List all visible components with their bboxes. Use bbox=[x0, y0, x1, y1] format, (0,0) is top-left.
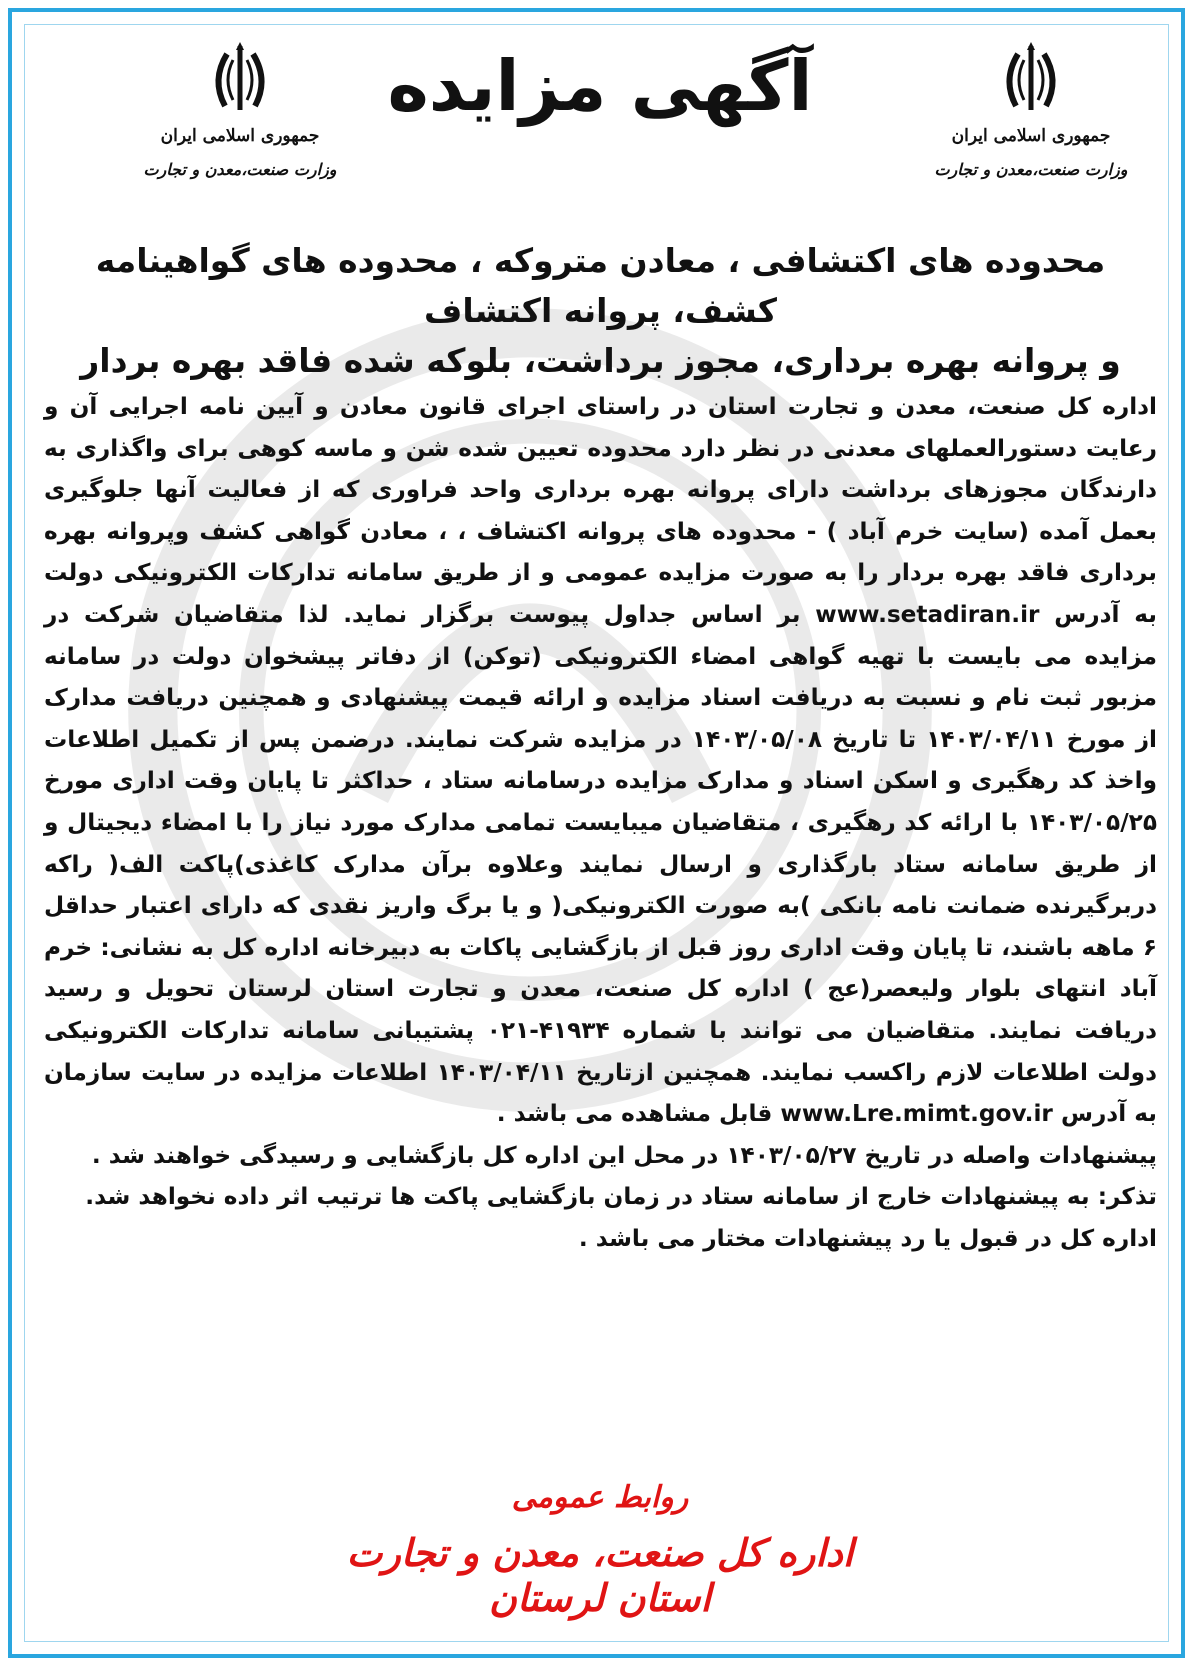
notice-subtitle bbox=[40, 236, 1161, 386]
emblem-right-line2: وزارت صنعت،معدن و تجارت bbox=[934, 160, 1128, 179]
body-paragraph-opening: پیشنهادات واصله در تاریخ ۱۴۰۳/۰۵/۲۷ در محل این اداره کل بازگشایی و رسیدگی خواهند شد . bbox=[91, 1141, 1157, 1169]
signature-public-relations: روابط عمومی bbox=[511, 1480, 689, 1515]
notice-body bbox=[44, 386, 1157, 1259]
emblem-right-line1: جمهوری اسلامی ایران bbox=[951, 126, 1111, 146]
body-paragraph-main bbox=[44, 386, 1157, 1135]
emblem-block-right bbox=[921, 40, 1141, 179]
page-title: آگهی مزایده bbox=[387, 45, 813, 127]
body-paragraph-notice: تذکر: به پیشنهادات خارج از سامانه ستاد در زمان بازگشایی پاکت ها ترتیب اثر داده نخواهد شد. bbox=[85, 1183, 1157, 1211]
iran-emblem-icon bbox=[205, 40, 275, 120]
iran-emblem-icon bbox=[996, 40, 1066, 120]
setadiran-link[interactable]: www.setadiran.ir bbox=[815, 600, 1040, 628]
body-paragraph-rights: اداره کل در قبول یا رد پیشنهادات مختار می باشد . bbox=[578, 1224, 1157, 1252]
body-text-part-a: اداره کل صنعت، معدن و تجارت استان در راستای اجرای قانون معادن و آیین نامه اجرایی آن و رعایت دستورالعملهای معدنی در نظر دارد محدوده تعیین شده شن و ماسه کوهی برای واگذاری به دارندگان مجوزهای برداشت دارای پروانه بهره برداری واحد فراوری که از فعالیت آنها جلوگیری بعمل آمده (سایت خرم آباد ) - محدوده های پروانه اکتشاف ، ، معادن گواهی کشف وپروانه بهره برداری فاقد بهره بردار را به صورت مزایده عمومی و از طریق سامانه تدارکات الکترونیکی دولت به آدرس bbox=[44, 393, 1157, 628]
subtitle-line-1: محدوده های اکتشافی ، معادن متروکه ، محدوده های گواهینامه کشف، پروانه اکتشاف bbox=[95, 241, 1106, 330]
ministry-site-link[interactable]: www.Lre.mimt.gov.ir bbox=[780, 1100, 1053, 1128]
subtitle-line-2: و پروانه بهره برداری، مجوز برداشت، بلوکه شده فاقد بهره بردار bbox=[80, 341, 1121, 380]
emblem-left-line1: جمهوری اسلامی ایران bbox=[160, 126, 320, 146]
emblem-block-left bbox=[130, 40, 350, 179]
signature-department: اداره کل صنعت، معدن و تجارت استان لرستان bbox=[346, 1530, 854, 1620]
body-text-part-c: قابل مشاهده می باشد . bbox=[496, 1100, 773, 1128]
emblem-left-line2: وزارت صنعت،معدن و تجارت bbox=[143, 160, 337, 179]
body-text-part-b: بر اساس جداول پیوست برگزار نماید. لذا متقاضیان شرکت در مزایده می بایست با تهیه گواهی امضاء الکترونیکی (توکن) از دفاتر پیشخوان دولت در سامانه مزبور ثبت نام و نسبت به دریافت اسناد مزایده و ارائه قیمت پیشنهادی و همچنین دریافت مدارک از مورخ ۱۴۰۳/۰۴/۱۱ تا تاریخ ۱۴۰۳/۰۵/۰۸ در مزایده شرکت نمایند. درضمن پس از تکمیل اطلاعات واخذ کد رهگیری و اسکن اسناد و مدارک مزایده درسامانه ستاد ، حداکثر تا پایان وقت اداری مورخ ۱۴۰۳/۰۵/۲۵ با ارائه کد رهگیری ، متقاضیان میبایست تمامی مدارک مورد نیاز را با امضاء دیجیتال و از طریق سامانه ستاد بارگذاری و ارسال نمایند وعلاوه برآن مدارک کاغذی)پاکت الف( راکه دربرگیرنده ضمانت نامه بانکی )به صورت الکترونیکی( و یا برگ واریز نقدی که دارای اعتبار حداقل ۶ ماهه باشند، تا پایان وقت اداری روز قبل از بازگشایی پاکات به دبیرخانه اداره کل به نشانی: خرم آباد انتهای بلوار ولیعصر(عج ) اداره کل صنعت، معدن و تجارت استان لرستان تحویل و رسید دریافت نمایند. متقاضیان می توانند با شماره ۴۱۹۳۴-۰۲۱ پشتیبانی سامانه تدارکات الکترونیکی دولت اطلاعات لازم راکسب نمایند. همچنین ازتاریخ ۱۴۰۳/۰۴/۱۱ اطلاعات مزایده در سایت سازمان به آدرس bbox=[44, 600, 1157, 1128]
